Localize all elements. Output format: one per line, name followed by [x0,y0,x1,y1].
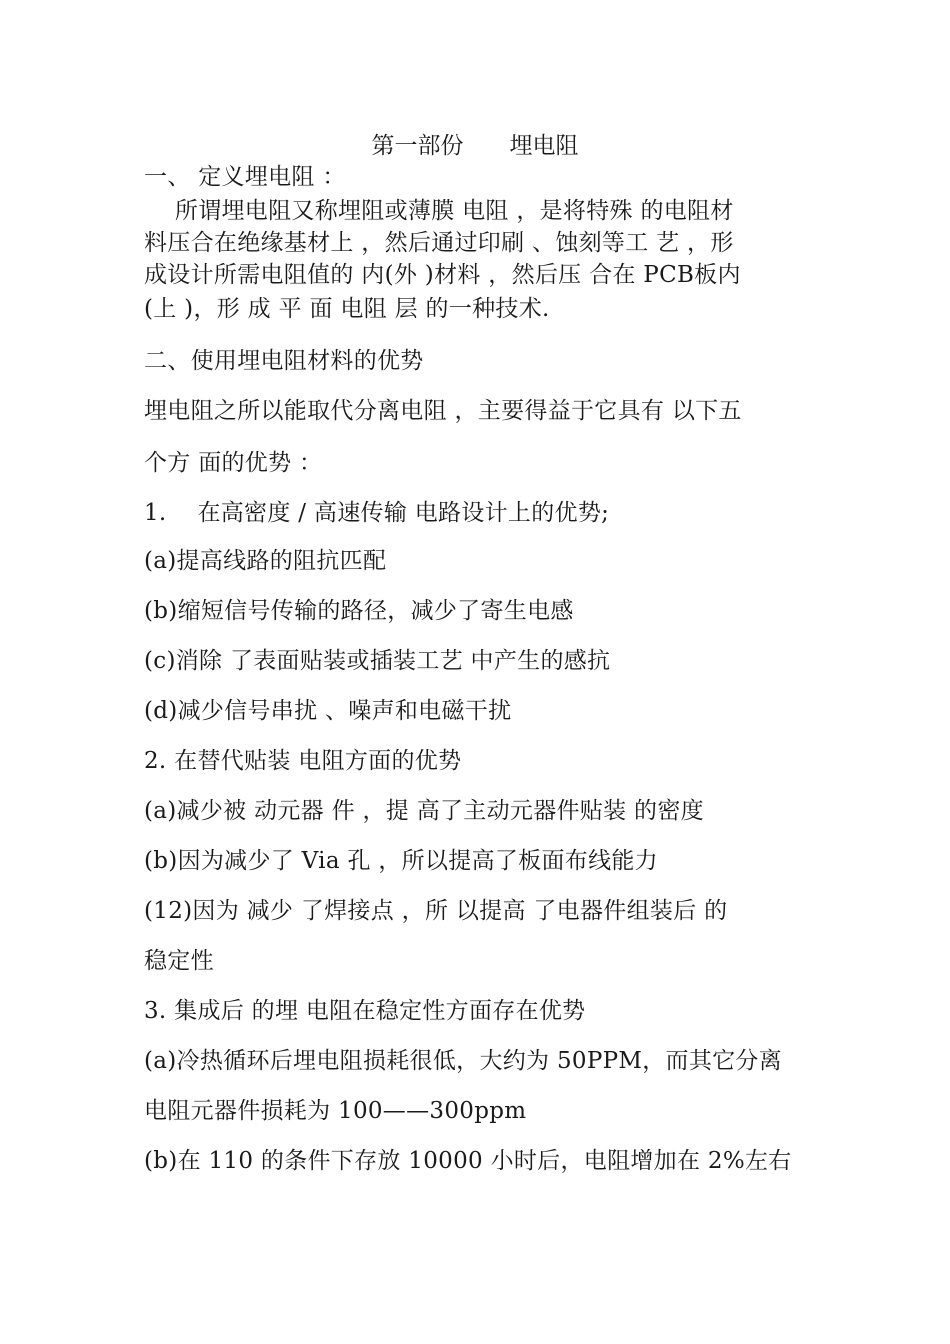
list-item: (b)在 110 的条件下存放 10000 小时后，电阻增加在 2%左右 [144,1148,792,1174]
list-item: (c)消除 了表面贴装或插装工艺 中产生的感抗 [144,648,611,674]
list-heading-3: 3. 集成后 的埋 电阻在稳定性方面存在优势 [144,998,586,1024]
section-heading-advantages: 二、使用埋电阻材料的优势 [144,348,424,374]
list-item: (12)因为 减少 了焊接点 ，所 以提高 了电器件组装后 的 [144,898,728,924]
list-item-continuation: 稳定性 [144,948,214,974]
paragraph-line: 个方 面的优势 ： [144,450,323,476]
list-item: (b)因为减少了 Via 孔 ，所以提高了板面布线能力 [144,848,658,874]
list-item: (b)缩短信号传输的路径，减少了寄生电感 [144,598,574,624]
list-item-continuation: 电阻元器件损耗为 100——300ppm [144,1098,527,1124]
list-item: (a)提高线路的阻抗匹配 [144,548,387,574]
paragraph-line: 所谓埋电阻又称埋阻或薄膜 电阻 ，是将特殊 的电阻材 [144,198,734,224]
list-heading-2: 2. 在替代贴装 电阻方面的优势 [144,748,462,774]
paragraph-line: 料压合在绝缘基材上 ，然后通过印刷 、蚀刻等工 艺 ，形 [144,230,734,256]
list-item: (a)减少被 动元器 件 ，提 高了主动元器件贴装 的密度 [144,798,704,824]
list-item: (a)冷热循环后埋电阻损耗很低，大约为 50PPM，而其它分离 [144,1048,783,1074]
page-title: 第一部份 埋电阻 [371,133,579,159]
section-heading-definition: 一、 定义埋电阻 ： [144,164,346,190]
paragraph-line: 埋电阻之所以能取代分离电阻 ，主要得益于它具有 以下五 [144,398,742,424]
list-item: (d)减少信号串扰 、噪声和电磁干扰 [144,698,512,724]
paragraph-line: (上 )，形 成 平 面 电阻 层 的一种技术. [144,296,550,322]
paragraph-line: 成设计所需电阻值的 内(外 )材料 ，然后压 合在 PCB板内 [144,262,741,288]
list-heading-1: 1. 在高密度 / 高速传输 电路设计上的优势; [144,500,610,526]
